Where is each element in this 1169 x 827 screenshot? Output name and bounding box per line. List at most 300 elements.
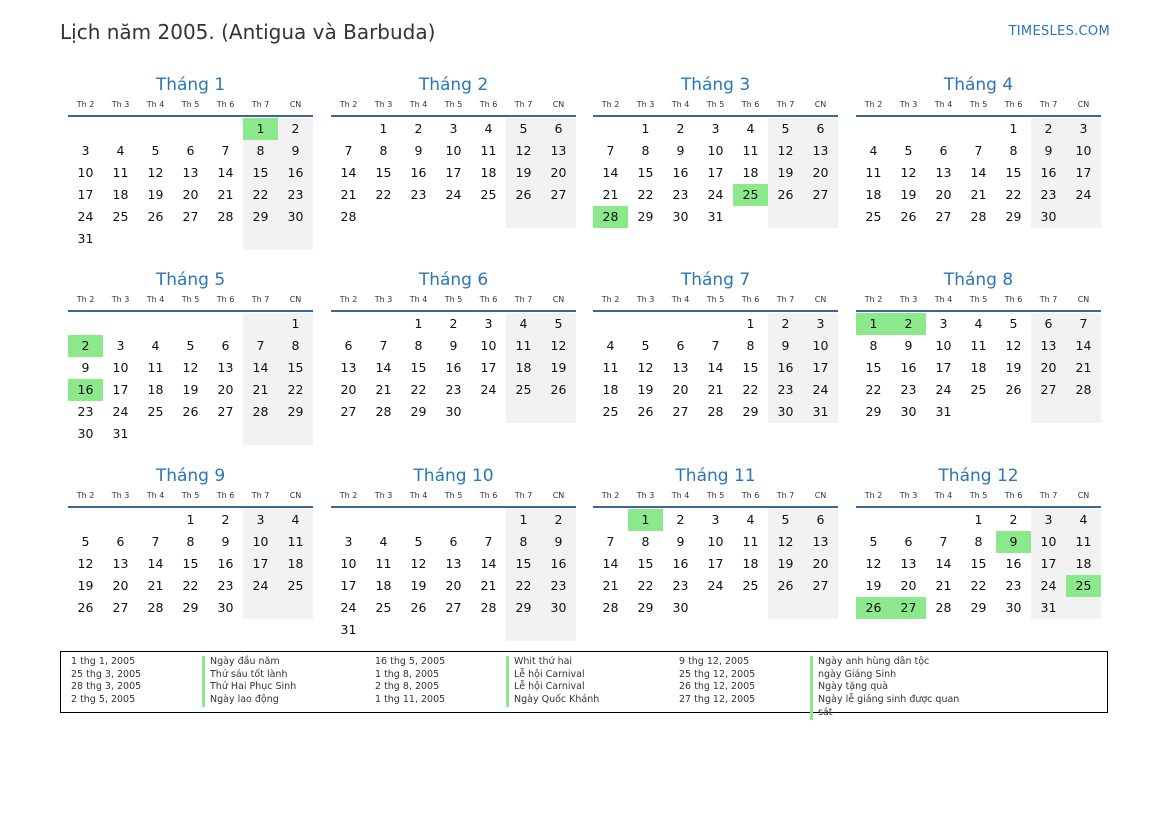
day-cell: 17	[77, 187, 94, 202]
day-cell: 17	[445, 165, 462, 180]
day-cell: 19	[768, 162, 803, 184]
day-cell: 26	[182, 404, 199, 419]
day-cell: 18	[1066, 553, 1101, 575]
day-cell: 11	[1066, 531, 1101, 553]
day-cell: 26	[541, 379, 576, 401]
empty-cell	[1066, 597, 1101, 619]
weekday-label: Th 2	[339, 295, 358, 304]
empty-cell	[366, 313, 401, 335]
day-cell: 7	[243, 335, 278, 357]
weekday-label: Th 7	[514, 295, 533, 304]
day-cell: 17	[935, 360, 952, 375]
day-cell: 18	[480, 165, 497, 180]
month-4	[856, 72, 1101, 228]
day-cell: 24	[707, 578, 724, 593]
day-cell: 2	[768, 313, 803, 335]
weekday-label: Th 5	[181, 100, 200, 109]
day-cell: 14	[147, 556, 164, 571]
day-cell: 25	[375, 600, 392, 615]
day-cell: 12	[182, 360, 199, 375]
day-cell: 14	[707, 360, 724, 375]
day-cell: 12	[1005, 338, 1022, 353]
weekday-label: Th 3	[899, 100, 918, 109]
header-divider	[331, 506, 576, 508]
day-cell: 31	[112, 426, 129, 441]
day-cell: 29	[865, 404, 882, 419]
day-cell: 7	[606, 143, 615, 158]
day-grid	[593, 509, 838, 619]
day-cell: 3	[116, 338, 125, 353]
empty-cell	[593, 118, 628, 140]
day-cell: 2	[676, 121, 685, 136]
day-cell: 4	[278, 509, 313, 531]
day-cell: 18	[112, 187, 129, 202]
day-cell: 20	[217, 382, 234, 397]
header-divider	[593, 115, 838, 117]
day-cell: 20	[112, 578, 129, 593]
day-cell: 13	[541, 140, 576, 162]
day-cell: 7	[606, 534, 615, 549]
day-grid	[68, 509, 313, 619]
legend-holiday-name: ngày Giáng Sinh	[810, 669, 973, 682]
weekday-label: Th 6	[1004, 491, 1023, 500]
empty-cell	[173, 118, 208, 140]
weekday-label: Th 6	[741, 100, 760, 109]
day-cell: 21	[480, 578, 497, 593]
header-divider	[856, 506, 1101, 508]
weekday-label: Th 7	[514, 491, 533, 500]
day-cell: 24	[112, 404, 129, 419]
day-cell: 12	[768, 531, 803, 553]
weekday-label: Th 2	[339, 491, 358, 500]
day-cell: 23	[217, 578, 234, 593]
day-cell: 25	[480, 187, 497, 202]
empty-cell	[208, 118, 243, 140]
weekday-label: Th 3	[111, 100, 130, 109]
day-cell: 8	[641, 143, 650, 158]
weekday-header	[331, 489, 576, 503]
day-cell: 30	[672, 600, 689, 615]
empty-cell	[1066, 206, 1101, 228]
day-cell: 8	[974, 534, 983, 549]
day-cell: 3	[711, 512, 720, 527]
legend-date: 28 thg 3, 2005	[71, 681, 142, 693]
day-cell: 20	[672, 382, 689, 397]
day-cell: 25	[147, 404, 164, 419]
day-cell: 16	[410, 165, 427, 180]
legend-date: 26 thg 12, 2005	[679, 681, 756, 693]
day-cell: 2	[541, 509, 576, 531]
day-cell: 18	[147, 382, 164, 397]
day-cell: 7	[939, 534, 948, 549]
day-cell: 4	[974, 316, 983, 331]
empty-cell	[103, 118, 138, 140]
day-cell: 12	[506, 140, 541, 162]
weekday-header	[593, 293, 838, 307]
day-cell: 13	[182, 165, 199, 180]
weekday-label: Th 7	[251, 491, 270, 500]
day-cell: 3	[803, 313, 838, 335]
day-cell: 9	[541, 531, 576, 553]
day-cell: 7	[711, 338, 720, 353]
month-name: Tháng 12	[938, 466, 1019, 486]
day-cell: 19	[410, 578, 427, 593]
day-cell: 6	[116, 534, 125, 549]
day-cell: 19	[506, 162, 541, 184]
empty-cell	[961, 118, 996, 140]
day-cell: 29	[410, 404, 427, 419]
legend-holiday-name: Ngày Quốc Khánh	[506, 694, 669, 707]
month-name: Tháng 10	[413, 466, 494, 486]
day-cell: 13	[803, 531, 838, 553]
day-cell: 6	[939, 143, 948, 158]
day-cell: 31	[935, 404, 952, 419]
day-cell: 25	[506, 379, 541, 401]
legend-dates	[365, 656, 506, 712]
day-cell: 24	[340, 600, 357, 615]
day-cell: 22	[182, 578, 199, 593]
day-cell: 23	[410, 187, 427, 202]
empty-cell	[278, 423, 313, 445]
day-cell: 4	[506, 313, 541, 335]
empty-cell	[856, 509, 891, 531]
day-cell: 28	[935, 600, 952, 615]
day-cell: 4	[746, 512, 755, 527]
day-cell: 27	[445, 600, 462, 615]
day-cell: 18	[742, 556, 759, 571]
weekday-label: Th 5	[969, 295, 988, 304]
day-cell: 28	[970, 209, 987, 224]
empty-cell	[331, 118, 366, 140]
day-cell: 21	[707, 382, 724, 397]
day-cell: 13	[803, 140, 838, 162]
legend-date: 2 thg 8, 2005	[375, 681, 440, 693]
day-cell: 22	[506, 575, 541, 597]
day-cell: 3	[81, 143, 90, 158]
day-cell: 27	[340, 404, 357, 419]
weekday-label: Th 3	[374, 100, 393, 109]
day-cell: 1	[974, 512, 983, 527]
day-grid	[856, 313, 1101, 423]
day-cell: 17	[480, 360, 497, 375]
day-cell: 21	[970, 187, 987, 202]
day-cell: 12	[147, 165, 164, 180]
day-grid	[331, 509, 576, 641]
weekday-label: Th 6	[741, 295, 760, 304]
day-cell: 12	[637, 360, 654, 375]
day-cell: 25	[865, 209, 882, 224]
month-name: Tháng 9	[155, 466, 226, 486]
empty-cell	[173, 228, 208, 250]
day-grid	[856, 118, 1101, 228]
empty-cell	[366, 206, 401, 228]
day-cell: 28	[480, 600, 497, 615]
day-cell: 14	[243, 357, 278, 379]
weekday-label: Th 5	[444, 100, 463, 109]
empty-cell	[208, 228, 243, 250]
weekday-label: Th 3	[111, 491, 130, 500]
day-cell: 15	[1005, 165, 1022, 180]
day-cell: 27	[112, 600, 129, 615]
day-cell: 19	[865, 578, 882, 593]
empty-cell	[961, 401, 996, 423]
day-cell: 22	[278, 379, 313, 401]
month-9	[68, 463, 313, 619]
day-cell: 13	[1031, 335, 1066, 357]
day-cell: 23	[1005, 578, 1022, 593]
day-cell: 20	[445, 578, 462, 593]
day-cell: 30	[77, 426, 94, 441]
legend-holiday-name: Ngày lễ giáng sinh được quan sát	[810, 694, 973, 719]
day-cell: 7	[1066, 313, 1101, 335]
day-cell: 19	[182, 382, 199, 397]
empty-cell	[208, 423, 243, 445]
day-cell: 20	[541, 162, 576, 184]
day-cell: 11	[865, 165, 882, 180]
day-cell: 3	[1031, 509, 1066, 531]
legend-date: 2 thg 5, 2005	[71, 694, 136, 706]
day-cell: 13	[340, 360, 357, 375]
empty-cell	[68, 313, 103, 335]
day-cell: 5	[904, 143, 913, 158]
holiday-day-cell: 26	[856, 597, 891, 619]
day-cell: 4	[606, 338, 615, 353]
day-cell: 18	[865, 187, 882, 202]
day-cell: 11	[742, 534, 759, 549]
empty-cell	[366, 509, 401, 531]
day-cell: 29	[637, 209, 654, 224]
day-cell: 21	[243, 379, 278, 401]
empty-cell	[663, 313, 698, 335]
day-cell: 10	[1066, 140, 1101, 162]
day-cell: 2	[221, 512, 230, 527]
empty-cell	[243, 228, 278, 250]
day-cell: 22	[742, 382, 759, 397]
day-cell: 6	[541, 118, 576, 140]
holiday-day-cell: 25	[1066, 575, 1101, 597]
day-cell: 29	[182, 600, 199, 615]
empty-cell	[471, 619, 506, 641]
day-cell: 30	[278, 206, 313, 228]
weekday-label: Th 4	[671, 100, 690, 109]
weekday-label: CN	[552, 295, 565, 304]
weekday-label: Th 5	[969, 491, 988, 500]
weekday-label: Th 7	[776, 100, 795, 109]
day-cell: 11	[112, 165, 129, 180]
legend-holiday-name: Thứ Hai Phục Sinh	[202, 681, 365, 694]
weekday-label: Th 2	[339, 100, 358, 109]
day-cell: 13	[672, 360, 689, 375]
day-cell: 17	[1031, 553, 1066, 575]
weekday-label: Th 5	[181, 491, 200, 500]
empty-cell	[138, 313, 173, 335]
day-cell: 8	[869, 338, 878, 353]
day-cell: 9	[414, 143, 423, 158]
day-cell: 25	[970, 382, 987, 397]
day-cell: 6	[803, 118, 838, 140]
day-cell: 30	[1005, 600, 1022, 615]
day-cell: 22	[410, 382, 427, 397]
empty-cell	[401, 206, 436, 228]
day-cell: 7	[379, 338, 388, 353]
empty-cell	[803, 597, 838, 619]
day-cell: 28	[217, 209, 234, 224]
legend-holiday-name: Ngày tặng quà	[810, 681, 973, 694]
empty-cell	[331, 509, 366, 531]
day-cell: 26	[410, 600, 427, 615]
day-cell: 19	[147, 187, 164, 202]
weekday-label: Th 2	[76, 491, 95, 500]
day-cell: 30	[672, 209, 689, 224]
empty-cell	[278, 597, 313, 619]
day-cell: 31	[340, 622, 357, 637]
day-cell: 3	[1066, 118, 1101, 140]
weekday-label: CN	[1077, 491, 1090, 500]
weekday-label: Th 3	[636, 100, 655, 109]
day-cell: 4	[116, 143, 125, 158]
day-cell: 3	[243, 509, 278, 531]
day-cell: 17	[112, 382, 129, 397]
day-cell: 24	[445, 187, 462, 202]
day-cell: 29	[243, 206, 278, 228]
day-cell: 6	[221, 338, 230, 353]
day-cell: 28	[707, 404, 724, 419]
day-grid	[68, 313, 313, 445]
day-cell: 11	[375, 556, 392, 571]
day-cell: 9	[768, 335, 803, 357]
day-cell: 16	[900, 360, 917, 375]
day-cell: 28	[340, 209, 357, 224]
weekday-header	[68, 98, 313, 112]
weekday-label: Th 3	[899, 295, 918, 304]
day-cell: 26	[768, 184, 803, 206]
day-cell: 24	[243, 575, 278, 597]
day-grid	[593, 313, 838, 423]
day-cell: 28	[147, 600, 164, 615]
weekday-label: CN	[289, 295, 302, 304]
weekday-header	[593, 489, 838, 503]
weekday-label: Th 6	[216, 100, 235, 109]
day-cell: 24	[480, 382, 497, 397]
weekday-label: Th 5	[706, 100, 725, 109]
weekday-label: Th 4	[934, 491, 953, 500]
empty-cell	[506, 401, 541, 423]
day-cell: 23	[768, 379, 803, 401]
day-cell: 16	[768, 357, 803, 379]
day-cell: 2	[1031, 118, 1066, 140]
day-cell: 8	[641, 534, 650, 549]
month-6	[331, 267, 576, 423]
day-cell: 17	[340, 578, 357, 593]
empty-cell	[243, 313, 278, 335]
day-cell: 22	[637, 578, 654, 593]
day-cell: 31	[803, 401, 838, 423]
month-7	[593, 267, 838, 423]
day-cell: 3	[344, 534, 353, 549]
day-cell: 14	[217, 165, 234, 180]
weekday-label: CN	[289, 491, 302, 500]
day-cell: 15	[742, 360, 759, 375]
day-cell: 27	[803, 184, 838, 206]
day-cell: 17	[707, 556, 724, 571]
day-cell: 4	[1066, 509, 1101, 531]
day-cell: 30	[768, 401, 803, 423]
day-cell: 16	[1005, 556, 1022, 571]
empty-cell	[103, 313, 138, 335]
holiday-day-cell: 1	[856, 313, 891, 335]
day-cell: 12	[768, 140, 803, 162]
day-cell: 14	[1066, 335, 1101, 357]
day-cell: 3	[449, 121, 458, 136]
day-cell: 6	[676, 338, 685, 353]
empty-cell	[173, 423, 208, 445]
day-cell: 14	[602, 556, 619, 571]
day-cell: 22	[970, 578, 987, 593]
day-cell: 16	[1031, 162, 1066, 184]
holiday-day-cell: 2	[891, 313, 926, 335]
day-cell: 10	[803, 335, 838, 357]
day-cell: 5	[506, 118, 541, 140]
site-link[interactable]: TIMESLES.COM	[1008, 24, 1110, 39]
day-cell: 14	[375, 360, 392, 375]
month-5	[68, 267, 313, 445]
day-cell: 23	[672, 578, 689, 593]
day-cell: 20	[182, 187, 199, 202]
month-name: Tháng 7	[680, 270, 751, 290]
empty-cell	[138, 509, 173, 531]
day-cell: 15	[970, 556, 987, 571]
weekday-label: Th 2	[601, 100, 620, 109]
day-cell: 11	[480, 143, 497, 158]
day-grid	[331, 313, 576, 423]
legend-date: 25 thg 3, 2005	[71, 668, 142, 680]
day-cell: 9	[676, 143, 685, 158]
day-cell: 17	[1066, 162, 1101, 184]
empty-cell	[593, 313, 628, 335]
day-cell: 29	[278, 401, 313, 423]
day-cell: 5	[81, 534, 90, 549]
day-cell: 14	[340, 165, 357, 180]
weekday-label: CN	[814, 491, 827, 500]
weekday-label: Th 3	[374, 295, 393, 304]
day-cell: 17	[803, 357, 838, 379]
day-cell: 28	[375, 404, 392, 419]
month-11	[593, 463, 838, 619]
weekday-label: Th 2	[864, 295, 883, 304]
legend-names	[202, 656, 365, 712]
day-cell: 26	[900, 209, 917, 224]
day-cell: 13	[445, 556, 462, 571]
day-cell: 23	[77, 404, 94, 419]
day-cell: 9	[81, 360, 90, 375]
weekday-label: Th 4	[409, 295, 428, 304]
weekday-header	[68, 293, 313, 307]
month-name: Tháng 4	[943, 75, 1014, 95]
weekday-label: Th 6	[741, 491, 760, 500]
weekday-label: Th 7	[251, 295, 270, 304]
weekday-header	[856, 98, 1101, 112]
day-cell: 31	[707, 209, 724, 224]
day-cell: 10	[112, 360, 129, 375]
day-cell: 23	[278, 184, 313, 206]
day-cell: 5	[768, 509, 803, 531]
header-divider	[856, 310, 1101, 312]
day-cell: 10	[935, 338, 952, 353]
holiday-day-cell: 25	[733, 184, 768, 206]
day-cell: 3	[939, 316, 948, 331]
day-cell: 21	[340, 187, 357, 202]
empty-cell	[1031, 401, 1066, 423]
